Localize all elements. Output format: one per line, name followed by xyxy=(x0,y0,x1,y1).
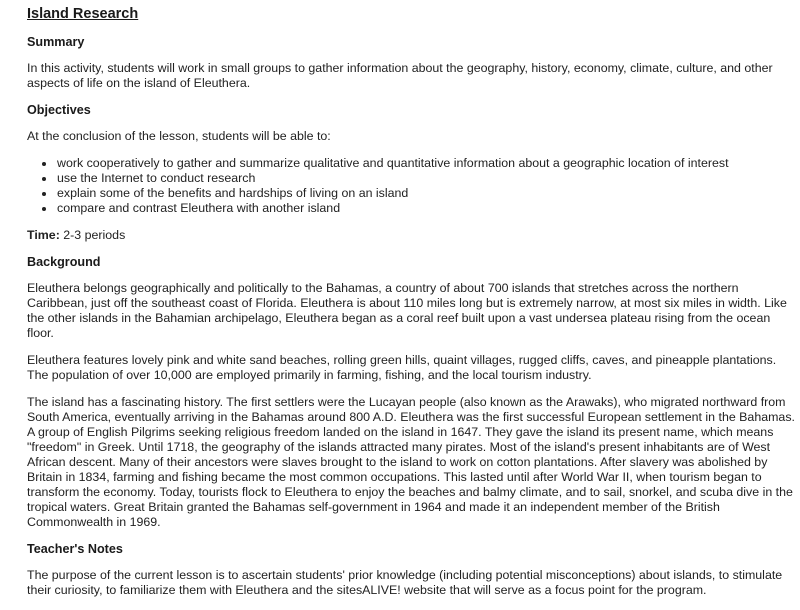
objectives-section xyxy=(27,103,799,216)
objective-item: use the Internet to conduct research xyxy=(57,171,799,186)
summary-text: In this activity, students will work in small groups to gather information about the geography, history, economy, climate, culture, and other aspects of life on the island of Eleuthera. xyxy=(27,61,773,90)
background-section xyxy=(27,255,799,530)
teachers-notes-text: The purpose of the current lesson is to ascertain students' prior knowledge (including potential misconceptions) about islands, to stimulate their curiosity, to familiarize them with Eleuthera and the sitesALIVE! website that will serve as a focus point for the program. xyxy=(27,568,783,597)
objectives-list xyxy=(27,156,799,216)
teachers-notes-section xyxy=(27,542,799,598)
time-value: 2-3 periods xyxy=(59,228,126,242)
background-paragraph: Eleuthera features lovely pink and white sand beaches, rolling green hills, quaint villages, rugged cliffs, caves, and pineapple plantations. The population of over 10,000 are employed primarily in farming, fishing, and the local tourism industry. xyxy=(27,353,777,382)
objective-item: explain some of the benefits and hardships of living on an island xyxy=(57,186,799,201)
document-title: Island Research xyxy=(27,6,139,22)
objectives-intro: At the conclusion of the lesson, students will be able to: xyxy=(27,129,331,143)
objective-item: work cooperatively to gather and summarize qualitative and quantitative information about a geographic location of interest xyxy=(57,156,799,171)
background-paragraph: The island has a fascinating history. The first settlers were the Lucayan people (also known as the Arawaks), who migrated northward from South America, eventually arriving in the Bahamas around 800 A.D. Eleuthera was the first successful European settlement in the Bahamas. A group of English Pilgrims seeking religious freedom landed on the island in 1647. They gave the island its present name, which means "freedom" in Greek. Until 1718, the geography of the islands attracted many pirates. Most of the island's present inhabitants are of West African descent. Many of their ancestors were slaves brought to the island to work on cotton plantations. After slavery was abolished by Britain in 1834, farming and fishing became the most common occupations. This lasted until after World War II, when tourism began to transform the economy. Today, tourists flock to Eleuthera to enjoy the beaches and balmy climate, and to sail, snorkel, and scuba dive in the tropical waters. Great Britain granted the Bahamas self-government in 1964 and made it an independent member of the British Commonwealth in 1969. xyxy=(27,395,795,529)
background-heading: Background xyxy=(27,255,101,269)
time-label: Time: xyxy=(27,228,60,242)
objective-item: compare and contrast Eleuthera with another island xyxy=(57,201,799,216)
document-page xyxy=(27,6,799,610)
teachers-notes-heading: Teacher's Notes xyxy=(27,542,123,556)
background-paragraph: Eleuthera belongs geographically and politically to the Bahamas, a country of about 700 islands that stretches across the northern Caribbean, just off the southeast coast of Florida. Eleuthera is about 110 miles long but is extremely narrow, at most six miles in width. Like the other islands in the Bahamian archipelago, Eleuthera began as a coral reef built upon a vast undersea plateau rising from the ocean floor. xyxy=(27,281,787,340)
objectives-heading: Objectives xyxy=(27,103,91,117)
summary-heading: Summary xyxy=(27,35,85,49)
time-line xyxy=(27,228,799,243)
summary-section xyxy=(27,35,799,91)
